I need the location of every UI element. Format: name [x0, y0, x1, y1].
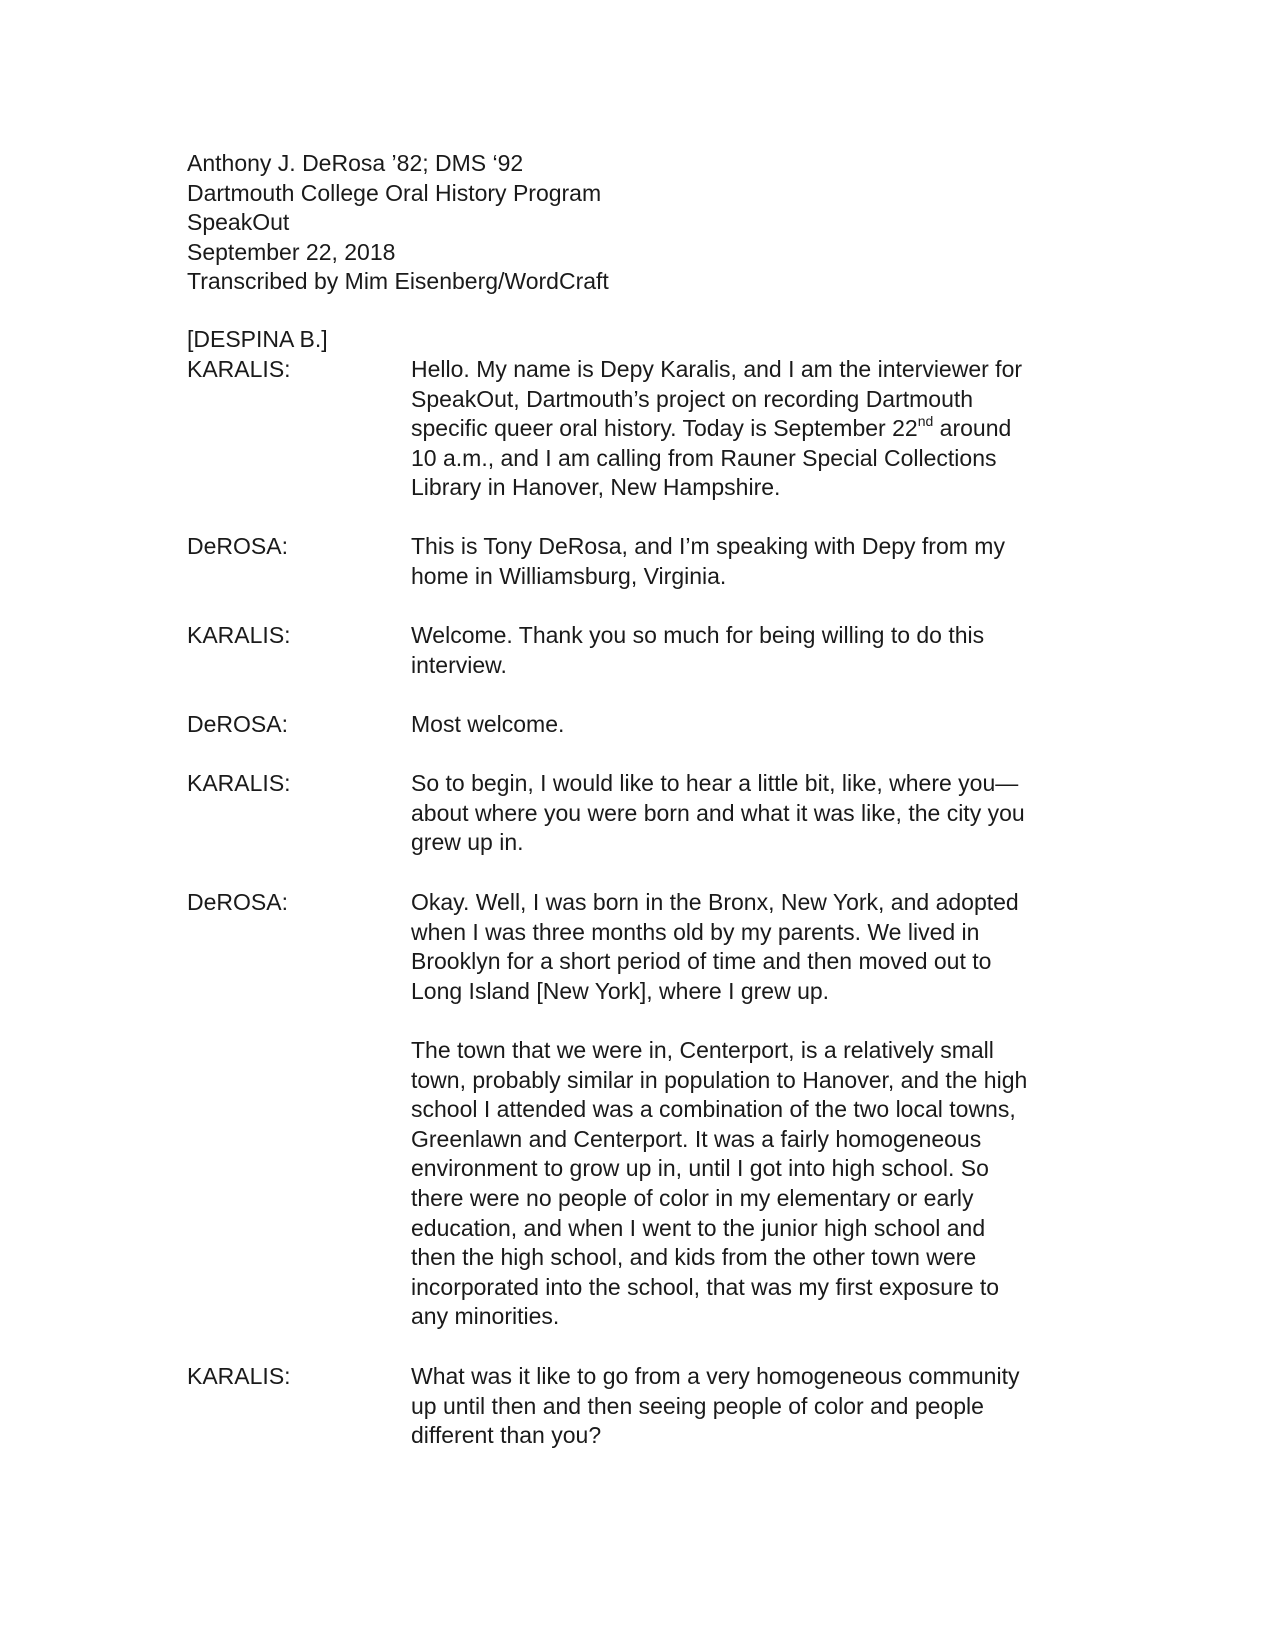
speaker-label: KARALIS:: [187, 356, 291, 382]
utterance-line: grew up in.: [411, 829, 524, 856]
utterance: [411, 621, 1091, 680]
utterance-line: SpeakOut, Dartmouth’s project on recording Dartmouth: [411, 385, 974, 412]
utterance-text: around: [933, 415, 1012, 442]
document-header: [187, 149, 609, 297]
speaker-label: DeROSA:: [187, 533, 288, 559]
header-line-date: September 22, 2018: [187, 238, 396, 265]
utterance-line: Brooklyn for a short period of time and then moved out to: [411, 948, 992, 975]
utterance-line: different than you?: [411, 1422, 602, 1449]
utterance-line: The town that we were in, Centerport, is a relatively small: [411, 1037, 994, 1063]
utterance-line: Library in Hanover, New Hampshire.: [411, 474, 781, 501]
utterance-line: home in Williamsburg, Virginia.: [411, 562, 727, 589]
utterance-line: 10 a.m., and I am calling from Rauner Special Collections: [411, 444, 997, 471]
utterance-line: Okay. Well, I was born in the Bronx, New York, and adopted: [411, 889, 1019, 915]
utterance-line: when I was three months old by my parents. We lived in: [411, 918, 980, 945]
utterance: [411, 1036, 1091, 1332]
speaker-label: DeROSA:: [187, 889, 288, 915]
speaker-label: KARALIS:: [187, 770, 291, 796]
speaker-label: DeROSA:: [187, 711, 288, 737]
utterance-line: there were no people of color in my elementary or early: [411, 1184, 974, 1211]
utterance-text: specific queer oral history. Today is September 22: [411, 415, 918, 442]
utterance-line: interview.: [411, 651, 507, 678]
utterance: [411, 532, 1091, 591]
utterance-line: Most welcome.: [411, 711, 565, 737]
header-line-project: SpeakOut: [187, 209, 290, 236]
utterance-line: Long Island [New York], where I grew up.: [411, 977, 830, 1004]
utterance-line: school I attended was a combination of the two local towns,: [411, 1096, 1016, 1123]
header-line-interviewee: Anthony J. DeRosa ’82; DMS ‘92: [187, 150, 524, 176]
utterance-line: What was it like to go from a very homogeneous community: [411, 1363, 1020, 1389]
header-line-program: Dartmouth College Oral History Program: [187, 179, 602, 206]
utterance: [411, 769, 1091, 858]
header-line-transcriber: Transcribed by Mim Eisenberg/WordCraft: [187, 268, 609, 295]
utterance-line: Hello. My name is Depy Karalis, and I am the interviewer for: [411, 356, 1023, 382]
speaker-label: KARALIS:: [187, 622, 291, 648]
utterance-line: about where you were born and what it was like, the city you: [411, 799, 1025, 826]
utterance-line: any minorities.: [411, 1303, 560, 1330]
utterance: [411, 710, 1091, 740]
utterance-line: environment to grow up in, until I got into high school. So: [411, 1155, 989, 1182]
utterance: [411, 888, 1091, 1006]
utterance: [411, 355, 1091, 503]
ordinal-superscript: nd: [917, 412, 934, 429]
utterance-line: town, probably similar in population to Hanover, and the high: [411, 1066, 1028, 1093]
utterance: [411, 1362, 1091, 1451]
utterance-line: education, and when I went to the junior high school and: [411, 1214, 986, 1241]
utterance-line: up until then and then seeing people of color and people: [411, 1392, 984, 1419]
utterance-line: So to begin, I would like to hear a little bit, like, where you—: [411, 770, 1019, 796]
speaker-label: KARALIS:: [187, 1363, 291, 1389]
utterance-line: Greenlawn and Centerport. It was a fairly homogeneous: [411, 1125, 982, 1152]
utterance-line: then the high school, and kids from the other town were: [411, 1244, 977, 1271]
utterance-line: This is Tony DeRosa, and I’m speaking with Depy from my: [411, 533, 1005, 559]
utterance-line: incorporated into the school, that was my first exposure to: [411, 1273, 1000, 1300]
utterance-line: [411, 414, 1091, 444]
speaker-prefix: [DESPINA B.]: [187, 326, 328, 352]
utterance-line: Welcome. Thank you so much for being willing to do this: [411, 622, 985, 648]
